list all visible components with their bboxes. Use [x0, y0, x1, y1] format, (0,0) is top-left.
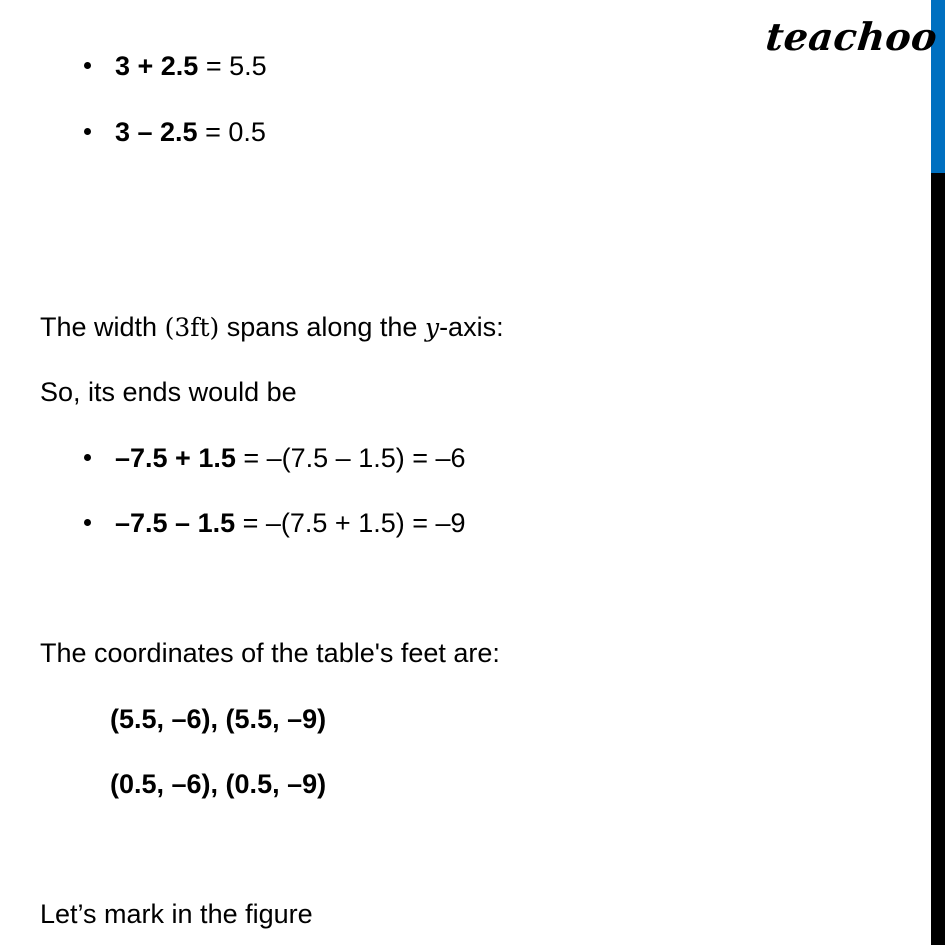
text-segment: -axis: [439, 312, 504, 342]
bullet-result: = 5.5 [198, 51, 267, 81]
ends-line: So, its ends would be [40, 377, 297, 407]
coords-intro: The coordinates of the table's feet are: [40, 638, 500, 668]
bullet-expression: 3 + 2.5 [115, 51, 199, 81]
bullet-expression: –7.5 – 1.5 [115, 508, 236, 538]
bullet-icon [84, 454, 91, 461]
bullet-result: = –(7.5 – 1.5) = –6 [235, 443, 466, 473]
bullet-item [115, 507, 466, 539]
bullet-icon [84, 128, 91, 135]
teachoo-logo: teachoo [763, 14, 940, 59]
bullet-item [115, 116, 266, 148]
bullet-item [115, 50, 267, 82]
math-variable-y: y [424, 313, 440, 342]
coords-line: (0.5, –6), (0.5, –9) [110, 769, 327, 799]
width-paragraph [40, 311, 504, 344]
bullet-expression: –7.5 + 1.5 [115, 443, 236, 473]
coords-line: (5.5, –6), (5.5, –9) [110, 704, 327, 734]
bullet-result: = –(7.5 + 1.5) = –9 [235, 508, 466, 538]
closing-line: Let’s mark in the figure [40, 899, 313, 929]
bullet-expression: 3 – 2.5 [115, 117, 198, 147]
bullet-icon [84, 519, 91, 526]
side-dark-bar [931, 173, 945, 945]
text-segment: spans along the [219, 312, 425, 342]
bullet-icon [84, 62, 91, 69]
bullet-item [115, 442, 466, 474]
bullet-result: = 0.5 [197, 117, 266, 147]
math-width: (3ft) [164, 313, 220, 342]
text-segment: The width [40, 312, 165, 342]
